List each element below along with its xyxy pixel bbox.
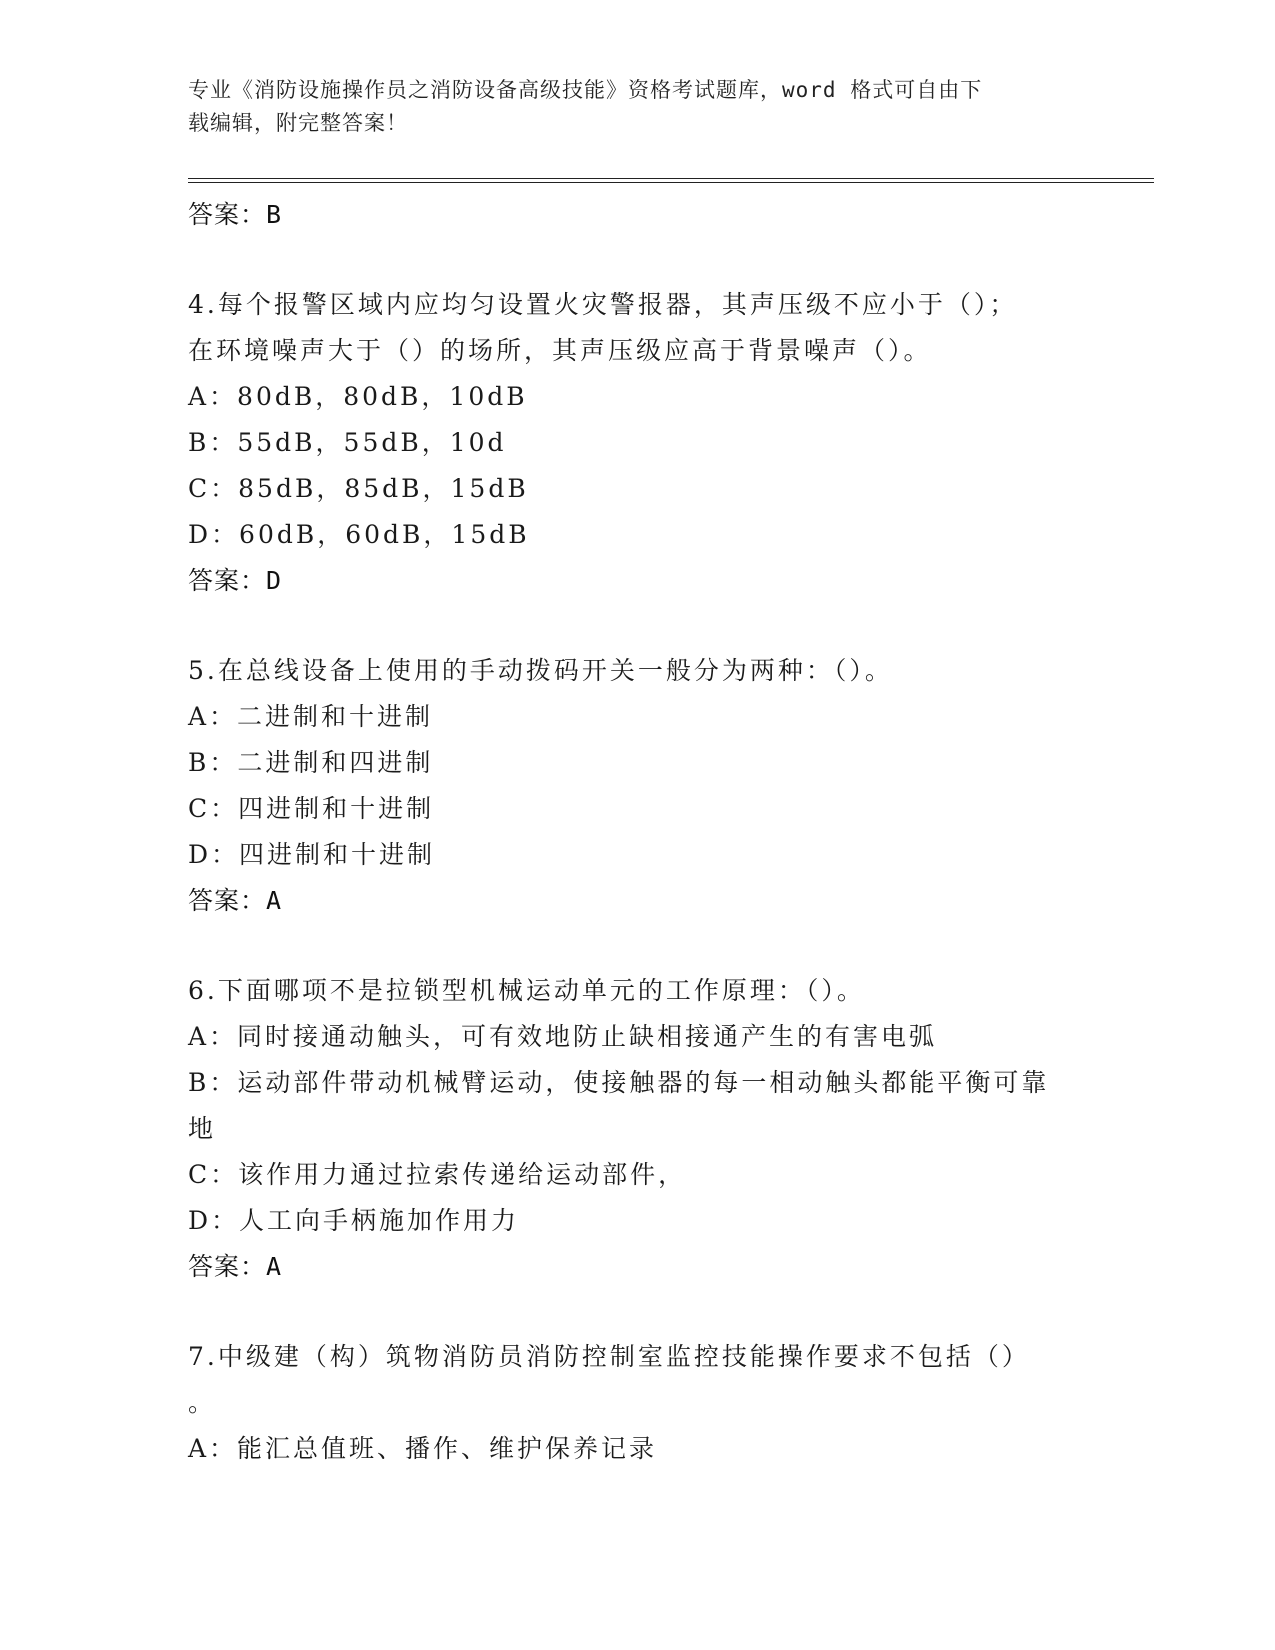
question-block <box>188 968 1088 1290</box>
header-line-2: 载编辑，附完整答案！ <box>188 111 408 135</box>
question-list <box>188 190 1088 1472</box>
question-stem: 4.每个报警区域内应均匀设置火灾警报器，其声压级不应小于（）； <box>188 290 1018 319</box>
question-block <box>188 648 1088 924</box>
answer: 答案：A <box>188 886 283 915</box>
question-stem: 5.在总线设备上使用的手动拨码开关一般分为两种：（）。 <box>188 656 893 685</box>
header-line-1: 专业《消防设施操作员之消防设备高级技能》资格考试题库，word 格式可自由下 <box>188 78 983 102</box>
option-b: B：运动部件带动机械臂运动，使接触器的每一相动触头都能平衡可靠 <box>188 1068 1050 1097</box>
option-c: C：该作用力通过拉索传递给运动部件， <box>188 1160 687 1189</box>
question-stem: 在环境噪声大于（）的场所，其声压级应高于背景噪声（）。 <box>188 336 932 365</box>
spacer <box>188 924 1088 968</box>
spacer <box>188 604 1088 648</box>
answer: 答案：D <box>188 566 283 595</box>
question-stem: 7.中级建（构）筑物消防员消防控制室监控技能操作要求不包括（） <box>188 1342 1030 1371</box>
page-header <box>188 74 1068 140</box>
question-block <box>188 1334 1088 1472</box>
question-stem: 6.下面哪项不是拉锁型机械运动单元的工作原理：（）。 <box>188 976 865 1005</box>
option-d: D：60dB，60dB，15dB <box>188 520 530 549</box>
option-b: B：55dB，55dB，10d <box>188 428 507 457</box>
option-c: C：85dB，85dB，15dB <box>188 474 529 503</box>
header-divider-thin <box>188 182 1154 183</box>
option-a: A：同时接通动触头，可有效地防止缺相接通产生的有害电弧 <box>188 1022 938 1051</box>
spacer <box>188 238 1088 282</box>
header-divider-thick <box>188 178 1154 179</box>
option-a: A：能汇总值班、播作、维护保养记录 <box>188 1434 658 1463</box>
question-stem: 。 <box>188 1388 217 1417</box>
answer: 答案：A <box>188 1252 283 1281</box>
option-b-continued: 地 <box>188 1114 217 1143</box>
option-a: A：80dB，80dB，10dB <box>188 382 528 411</box>
option-b: B：二进制和四进制 <box>188 748 434 777</box>
option-c: C：四进制和十进制 <box>188 794 435 823</box>
spacer <box>188 1290 1088 1334</box>
previous-answer: 答案：B <box>188 200 283 229</box>
option-a: A：二进制和十进制 <box>188 702 434 731</box>
option-d: D：人工向手柄施加作用力 <box>188 1206 520 1235</box>
question-block <box>188 282 1088 604</box>
option-d: D：四进制和十进制 <box>188 840 436 869</box>
